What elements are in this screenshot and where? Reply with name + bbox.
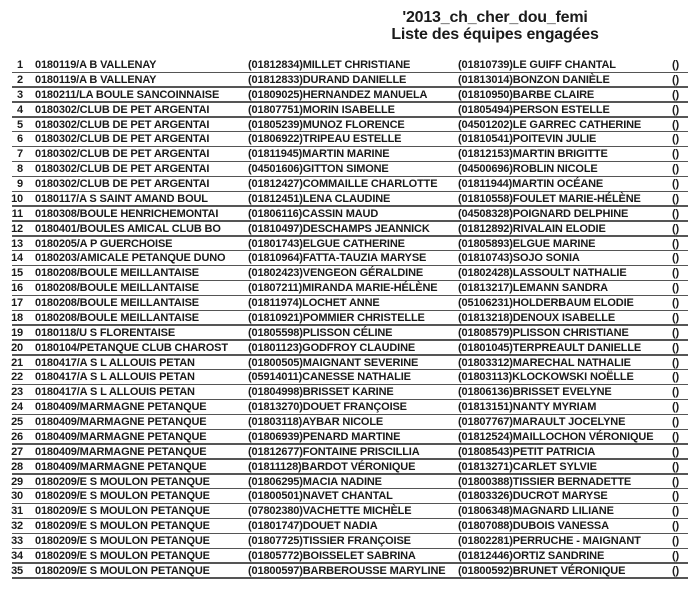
player-1: (01811945)MARTIN MARINE <box>248 148 390 161</box>
extra-field: () <box>672 356 680 369</box>
team-row <box>0 519 694 534</box>
player-1: (01810497)DESCHAMPS JEANNICK <box>248 222 430 235</box>
team-number: 13 <box>11 237 23 250</box>
team-row <box>0 281 694 296</box>
player-1: (01803118)AYBAR NICOLE <box>248 416 384 428</box>
player-1: (01800505)MAIGNANT SEVERINE <box>248 356 419 369</box>
extra-field: () <box>672 490 680 503</box>
extra-field: () <box>672 297 680 309</box>
extra-field: () <box>672 564 680 577</box>
extra-field: () <box>672 520 680 533</box>
team-number: 25 <box>11 416 23 428</box>
team-row <box>0 311 694 326</box>
extra-field: () <box>672 118 680 131</box>
club-name: 0180302/CLUB DE PET ARGENTAI <box>35 103 210 116</box>
player-2: (01813271)CARLET SYLVIE <box>458 460 597 473</box>
player-2: (01812892)RIVALAIN ELODIE <box>458 222 606 235</box>
club-name: 0180203/AMICALE PETANQUE DUNO <box>35 252 226 265</box>
player-2: (01810739)LE GUIFF CHANTAL <box>458 59 616 71</box>
club-name: 0180119/A B VALLENAY <box>35 59 157 71</box>
extra-field: () <box>672 371 680 384</box>
extra-field: () <box>672 178 680 190</box>
team-row <box>0 534 694 549</box>
extra-field: () <box>672 252 680 265</box>
team-row <box>0 237 694 252</box>
team-number: 20 <box>11 341 23 354</box>
club-name: 0180308/BOULE HENRICHEMONTAI <box>35 207 219 220</box>
team-number: 30 <box>11 490 23 503</box>
player-1: (01802423)VENGEON GÉRALDINE <box>248 267 424 280</box>
player-2: (01807767)MARAULT JOCELYNE <box>458 416 626 428</box>
team-row <box>0 58 694 73</box>
extra-field: () <box>672 326 680 339</box>
team-number: 1 <box>17 59 23 71</box>
team-number: 10 <box>11 192 23 205</box>
player-1: (01813270)DOUET FRANÇOISE <box>248 401 407 414</box>
player-1: (01806295)MACIA NADINE <box>248 475 382 488</box>
player-1: (01807211)MIRANDA MARIE-HÉLÈNE <box>248 282 438 295</box>
player-2: (01803312)MARECHAL NATHALIE <box>458 356 631 369</box>
team-row <box>0 489 694 504</box>
club-name: 0180208/BOULE MEILLANTAISE <box>35 267 199 280</box>
player-2: (01803113)KLOCKOWSKI NOËLLE <box>458 371 634 384</box>
extra-field: () <box>672 103 680 116</box>
document-title: '2013_ch_cher_dou_femi <box>402 9 588 26</box>
club-name: 0180302/CLUB DE PET ARGENTAI <box>35 148 210 161</box>
club-name: 0180208/BOULE MEILLANTAISE <box>35 311 199 324</box>
player-1: (01800501)NAVET CHANTAL <box>248 490 393 503</box>
player-2: (01813217)LEMANN SANDRA <box>458 282 608 295</box>
club-name: 0180302/CLUB DE PET ARGENTAI <box>35 118 210 131</box>
team-row <box>0 460 694 475</box>
extra-field: () <box>672 207 680 220</box>
club-name: 0180211/LA BOULE SANCOINNAISE <box>35 88 220 101</box>
club-name: 0180118/U S FLORENTAISE <box>35 326 176 339</box>
player-1: (01801747)DOUET NADIA <box>248 520 378 533</box>
player-2: (01802428)LASSOULT NATHALIE <box>458 267 627 280</box>
club-name: 0180209/E S MOULON PETANQUE <box>35 535 210 547</box>
extra-field: () <box>672 311 680 324</box>
player-1: (01806922)TRIPEAU ESTELLE <box>248 133 402 146</box>
player-2: (04508328)POIGNARD DELPHINE <box>458 207 629 220</box>
team-row <box>0 266 694 281</box>
club-name: 0180209/E S MOULON PETANQUE <box>35 475 210 488</box>
player-1: (01805772)BOISSELET SABRINA <box>248 549 416 562</box>
team-number: 14 <box>11 252 23 265</box>
player-1: (01807725)TISSIER FRANÇOISE <box>248 535 411 547</box>
player-2: (01810541)POITEVIN JULIE <box>458 133 597 146</box>
team-number: 16 <box>11 282 23 295</box>
player-2: (04501202)LE GARREC CATHERINE <box>458 118 642 131</box>
team-number: 33 <box>11 535 23 547</box>
club-name: 0180117/A S SAINT AMAND BOUL <box>35 192 208 205</box>
team-row <box>0 177 694 192</box>
player-2: (01810743)SOJO SONIA <box>458 252 580 265</box>
team-number: 27 <box>11 445 23 458</box>
team-row <box>0 385 694 400</box>
club-name: 0180209/E S MOULON PETANQUE <box>35 549 210 562</box>
extra-field: () <box>672 237 680 250</box>
extra-field: () <box>672 549 680 562</box>
player-2: (04500696)ROBLIN NICOLE <box>458 163 598 176</box>
player-2: (01803326)DUCROT MARYSE <box>458 490 608 503</box>
player-1: (01805598)PLISSON CÉLINE <box>248 326 393 339</box>
extra-field: () <box>672 445 680 458</box>
team-row <box>0 370 694 385</box>
team-number: 24 <box>11 401 23 414</box>
team-number: 23 <box>11 386 23 399</box>
team-row <box>0 251 694 266</box>
club-name: 0180302/CLUB DE PET ARGENTAI <box>35 133 210 146</box>
player-1: (04501606)GITTON SIMONE <box>248 163 389 176</box>
teams-list <box>0 58 694 579</box>
player-1: (01801743)ELGUE CATHERINE <box>248 237 405 250</box>
player-2: (01812524)MAILLOCHON VÉRONIQUE <box>458 430 654 443</box>
player-2: (01806136)BRISSET EVELYNE <box>458 386 612 399</box>
player-2: (05106231)HOLDERBAUM ELODIE <box>458 297 634 309</box>
team-number: 6 <box>17 133 23 146</box>
extra-field: () <box>672 416 680 428</box>
club-name: 0180208/BOULE MEILLANTAISE <box>35 282 199 295</box>
player-1: (01810921)POMMIER CHRISTELLE <box>248 311 425 324</box>
player-2: (01808579)PLISSON CHRISTIANE <box>458 326 629 339</box>
player-1: (01800597)BARBEROUSSE MARYLINE <box>248 564 446 577</box>
player-1: (01806939)PENARD MARTINE <box>248 430 401 443</box>
team-number: 17 <box>11 297 23 309</box>
extra-field: () <box>672 386 680 399</box>
team-number: 4 <box>17 103 23 116</box>
player-2: (01813014)BONZON DANIÈLE <box>458 73 610 86</box>
extra-field: () <box>672 282 680 295</box>
team-row <box>0 549 694 564</box>
team-row <box>0 222 694 237</box>
player-1: (01812427)COMMAILLE CHARLOTTE <box>248 178 438 190</box>
club-name: 0180302/CLUB DE PET ARGENTAI <box>35 178 210 190</box>
extra-field: () <box>672 430 680 443</box>
extra-field: () <box>672 460 680 473</box>
club-name: 0180409/MARMAGNE PETANQUE <box>35 401 207 414</box>
club-name: 0180417/A S L ALLOUIS PETAN <box>35 371 195 384</box>
team-number: 8 <box>17 163 23 176</box>
team-number: 9 <box>17 178 23 190</box>
player-1: (01812834)MILLET CHRISTIANE <box>248 59 411 71</box>
club-name: 0180104/PETANQUE CLUB CHAROST <box>35 341 228 354</box>
extra-field: () <box>672 341 680 354</box>
player-2: (01806348)MAGNARD LILIANE <box>458 505 614 518</box>
team-row <box>0 504 694 519</box>
team-row <box>0 192 694 207</box>
document-subtitle: Liste des équipes engagées <box>391 26 599 43</box>
club-name: 0180417/A S L ALLOUIS PETAN <box>35 356 195 369</box>
extra-field: () <box>672 222 680 235</box>
player-2: (01812153)MARTIN BRIGITTE <box>458 148 608 161</box>
player-1: (05914011)CANESSE NATHALIE <box>248 371 411 384</box>
player-1: (01809025)HERNANDEZ MANUELA <box>248 88 428 101</box>
player-1: (01805239)MUNOZ FLORENCE <box>248 118 405 131</box>
team-number: 18 <box>11 311 23 324</box>
player-2: (01810558)FOULET MARIE-HÉLÈNE <box>458 192 641 205</box>
club-name: 0180209/E S MOULON PETANQUE <box>35 520 210 533</box>
club-name: 0180409/MARMAGNE PETANQUE <box>35 430 207 443</box>
player-2: (01810950)BARBE CLAIRE <box>458 88 595 101</box>
player-1: (01804998)BRISSET KARINE <box>248 386 394 399</box>
team-number: 31 <box>11 505 23 518</box>
team-row <box>0 103 694 118</box>
extra-field: () <box>672 535 680 547</box>
player-2: (01812446)ORTIZ SANDRINE <box>458 549 605 562</box>
player-2: (01801045)TERPREAULT DANIELLE <box>458 341 642 354</box>
club-name: 0180409/MARMAGNE PETANQUE <box>35 460 207 473</box>
club-name: 0180409/MARMAGNE PETANQUE <box>35 416 207 428</box>
team-number: 28 <box>11 460 23 473</box>
extra-field: () <box>672 73 680 86</box>
team-number: 32 <box>11 520 23 533</box>
team-number: 19 <box>11 326 23 339</box>
player-1: (01801123)GODFROY CLAUDINE <box>248 341 416 354</box>
team-number: 3 <box>17 88 23 101</box>
team-row <box>0 475 694 490</box>
player-1: (01811974)LOCHET ANNE <box>248 297 380 309</box>
team-row <box>0 356 694 371</box>
team-number: 12 <box>11 222 23 235</box>
player-2: (01805893)ELGUE MARINE <box>458 237 596 250</box>
player-2: (01800592)BRUNET VÉRONIQUE <box>458 564 626 577</box>
player-1: (01810964)FATTA-TAUZIA MARYSE <box>248 252 427 265</box>
player-1: (01812451)LENA CLAUDINE <box>248 192 391 205</box>
team-row <box>0 341 694 356</box>
team-number: 2 <box>17 73 23 86</box>
player-1: (01812677)FONTAINE PRISCILLIA <box>248 445 420 458</box>
extra-field: () <box>672 401 680 414</box>
player-1: (01807751)MORIN ISABELLE <box>248 103 395 116</box>
club-name: 0180119/A B VALLENAY <box>35 73 157 86</box>
player-2: (01813151)NANTY MYRIAM <box>458 401 597 414</box>
team-row <box>0 326 694 341</box>
team-number: 26 <box>11 430 23 443</box>
team-row <box>0 132 694 147</box>
extra-field: () <box>672 192 680 205</box>
team-row <box>0 118 694 133</box>
team-row <box>0 445 694 460</box>
player-1: (07802380)VACHETTE MICHÈLE <box>248 505 412 518</box>
extra-field: () <box>672 267 680 280</box>
team-row <box>0 400 694 415</box>
team-number: 29 <box>11 475 23 488</box>
player-2: (01808543)PETIT PATRICIA <box>458 445 596 458</box>
club-name: 0180409/MARMAGNE PETANQUE <box>35 445 207 458</box>
club-name: 0180205/A P GUERCHOISE <box>35 237 173 250</box>
team-number: 15 <box>11 267 23 280</box>
team-row <box>0 73 694 88</box>
team-number: 21 <box>11 356 23 369</box>
team-number: 11 <box>11 207 23 220</box>
player-2: (01800388)TISSIER BERNADETTE <box>458 475 632 488</box>
team-number: 22 <box>11 371 23 384</box>
club-name: 0180417/A S L ALLOUIS PETAN <box>35 386 195 399</box>
team-number: 7 <box>17 148 23 161</box>
team-row <box>0 147 694 162</box>
extra-field: () <box>672 163 680 176</box>
club-name: 0180208/BOULE MEILLANTAISE <box>35 297 199 309</box>
player-2: (01807088)DUBOIS VANESSA <box>458 520 609 533</box>
team-row <box>0 207 694 222</box>
player-1: (01811128)BARDOT VÉRONIQUE <box>248 460 416 473</box>
extra-field: () <box>672 505 680 518</box>
club-name: 0180302/CLUB DE PET ARGENTAI <box>35 163 210 176</box>
team-row <box>0 415 694 430</box>
player-2: (01811944)MARTIN OCÉANE <box>458 178 604 190</box>
team-row <box>0 162 694 177</box>
team-row <box>0 430 694 445</box>
player-1: (01806116)CASSIN MAUD <box>248 207 379 220</box>
extra-field: () <box>672 148 680 161</box>
player-2: (01813218)DENOUX ISABELLE <box>458 311 616 324</box>
club-name: 0180209/E S MOULON PETANQUE <box>35 564 210 577</box>
extra-field: () <box>672 88 680 101</box>
player-2: (01805494)PERSON ESTELLE <box>458 103 610 116</box>
extra-field: () <box>672 59 680 71</box>
player-2: (01802281)PERRUCHE - MAIGNANT <box>458 535 641 547</box>
extra-field: () <box>672 133 680 146</box>
team-row <box>0 88 694 103</box>
team-row <box>0 564 694 579</box>
club-name: 0180209/E S MOULON PETANQUE <box>35 490 210 503</box>
team-number: 35 <box>11 564 23 577</box>
player-1: (01812833)DURAND DANIELLE <box>248 73 407 86</box>
team-number: 5 <box>17 118 23 131</box>
team-row <box>0 296 694 311</box>
extra-field: () <box>672 475 680 488</box>
club-name: 0180401/BOULES AMICAL CLUB BO <box>35 222 221 235</box>
club-name: 0180209/E S MOULON PETANQUE <box>35 505 210 518</box>
team-number: 34 <box>11 549 23 562</box>
